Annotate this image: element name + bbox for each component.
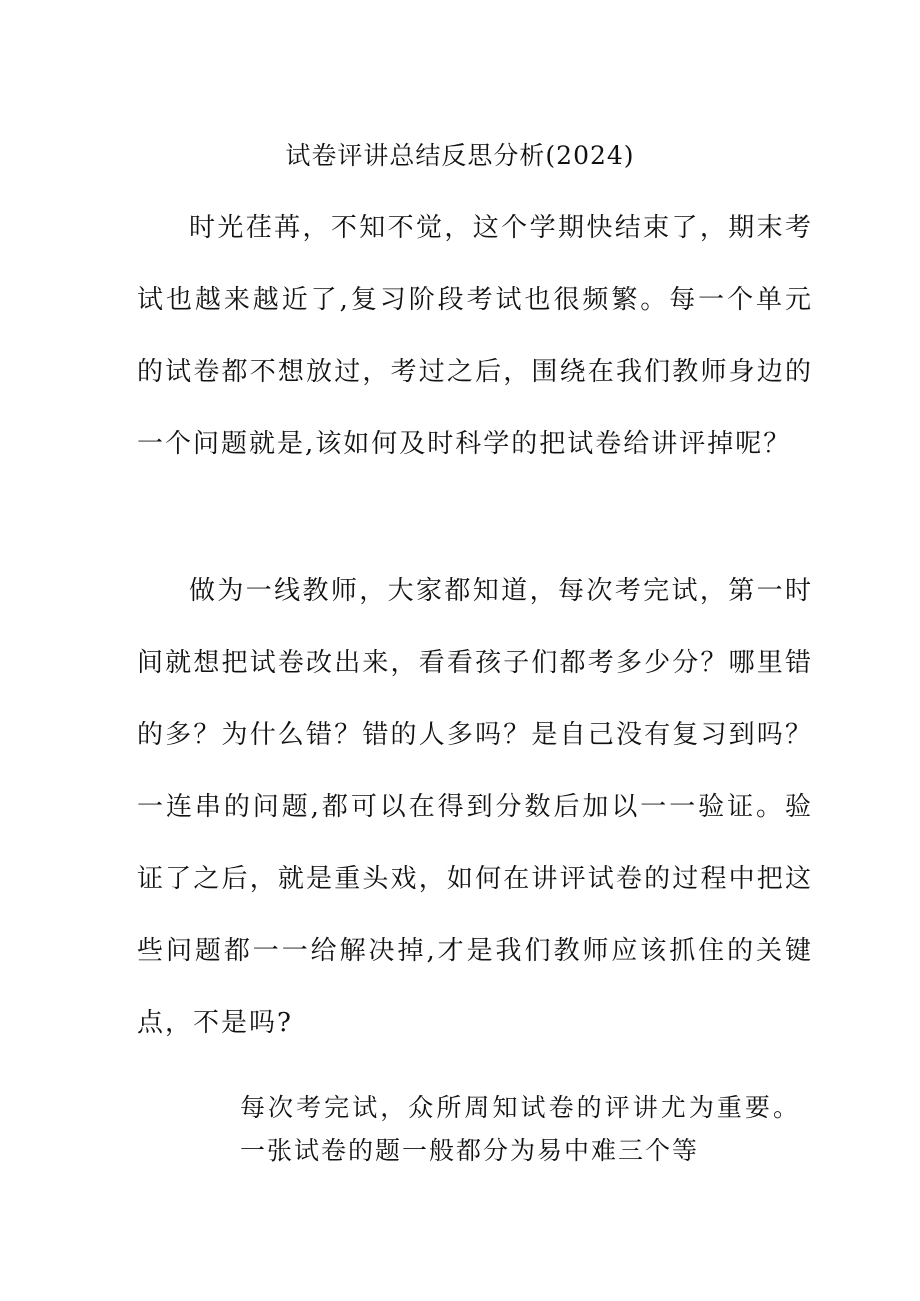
- paragraph-2: 做为一线教师，大家都知道，每次考完试，第一时间就想把试卷改出来，看看孩子们都考多少分？哪里错的多？为什么错？错的人多吗？是自己没有复习到吗？一连串的问题,都可以在得到分数后加以一一验证。验证了之后，就是重头戏，如何在讲评试卷的过程中把这些问题都一一给解决掉,才是我们教师应该抓住的关键点，不是吗?: [137, 576, 813, 1038]
- document-title: 试卷评讲总结反思分析(2024): [285, 141, 635, 170]
- paragraph-3: 每次考完试，众所周知试卷的评讲尤为重要。一张试卷的题一般都分为易中难三个等: [240, 1093, 800, 1165]
- paragraph-1: 时光荏苒，不知不觉，这个学期快结束了，期末考试也越来越近了,复习阶段考试也很频繁。每一个单元的试卷都不想放过，考过之后，围绕在我们教师身边的一个问题就是,该如何及时科学的把试卷给讲评掉呢？: [137, 213, 813, 459]
